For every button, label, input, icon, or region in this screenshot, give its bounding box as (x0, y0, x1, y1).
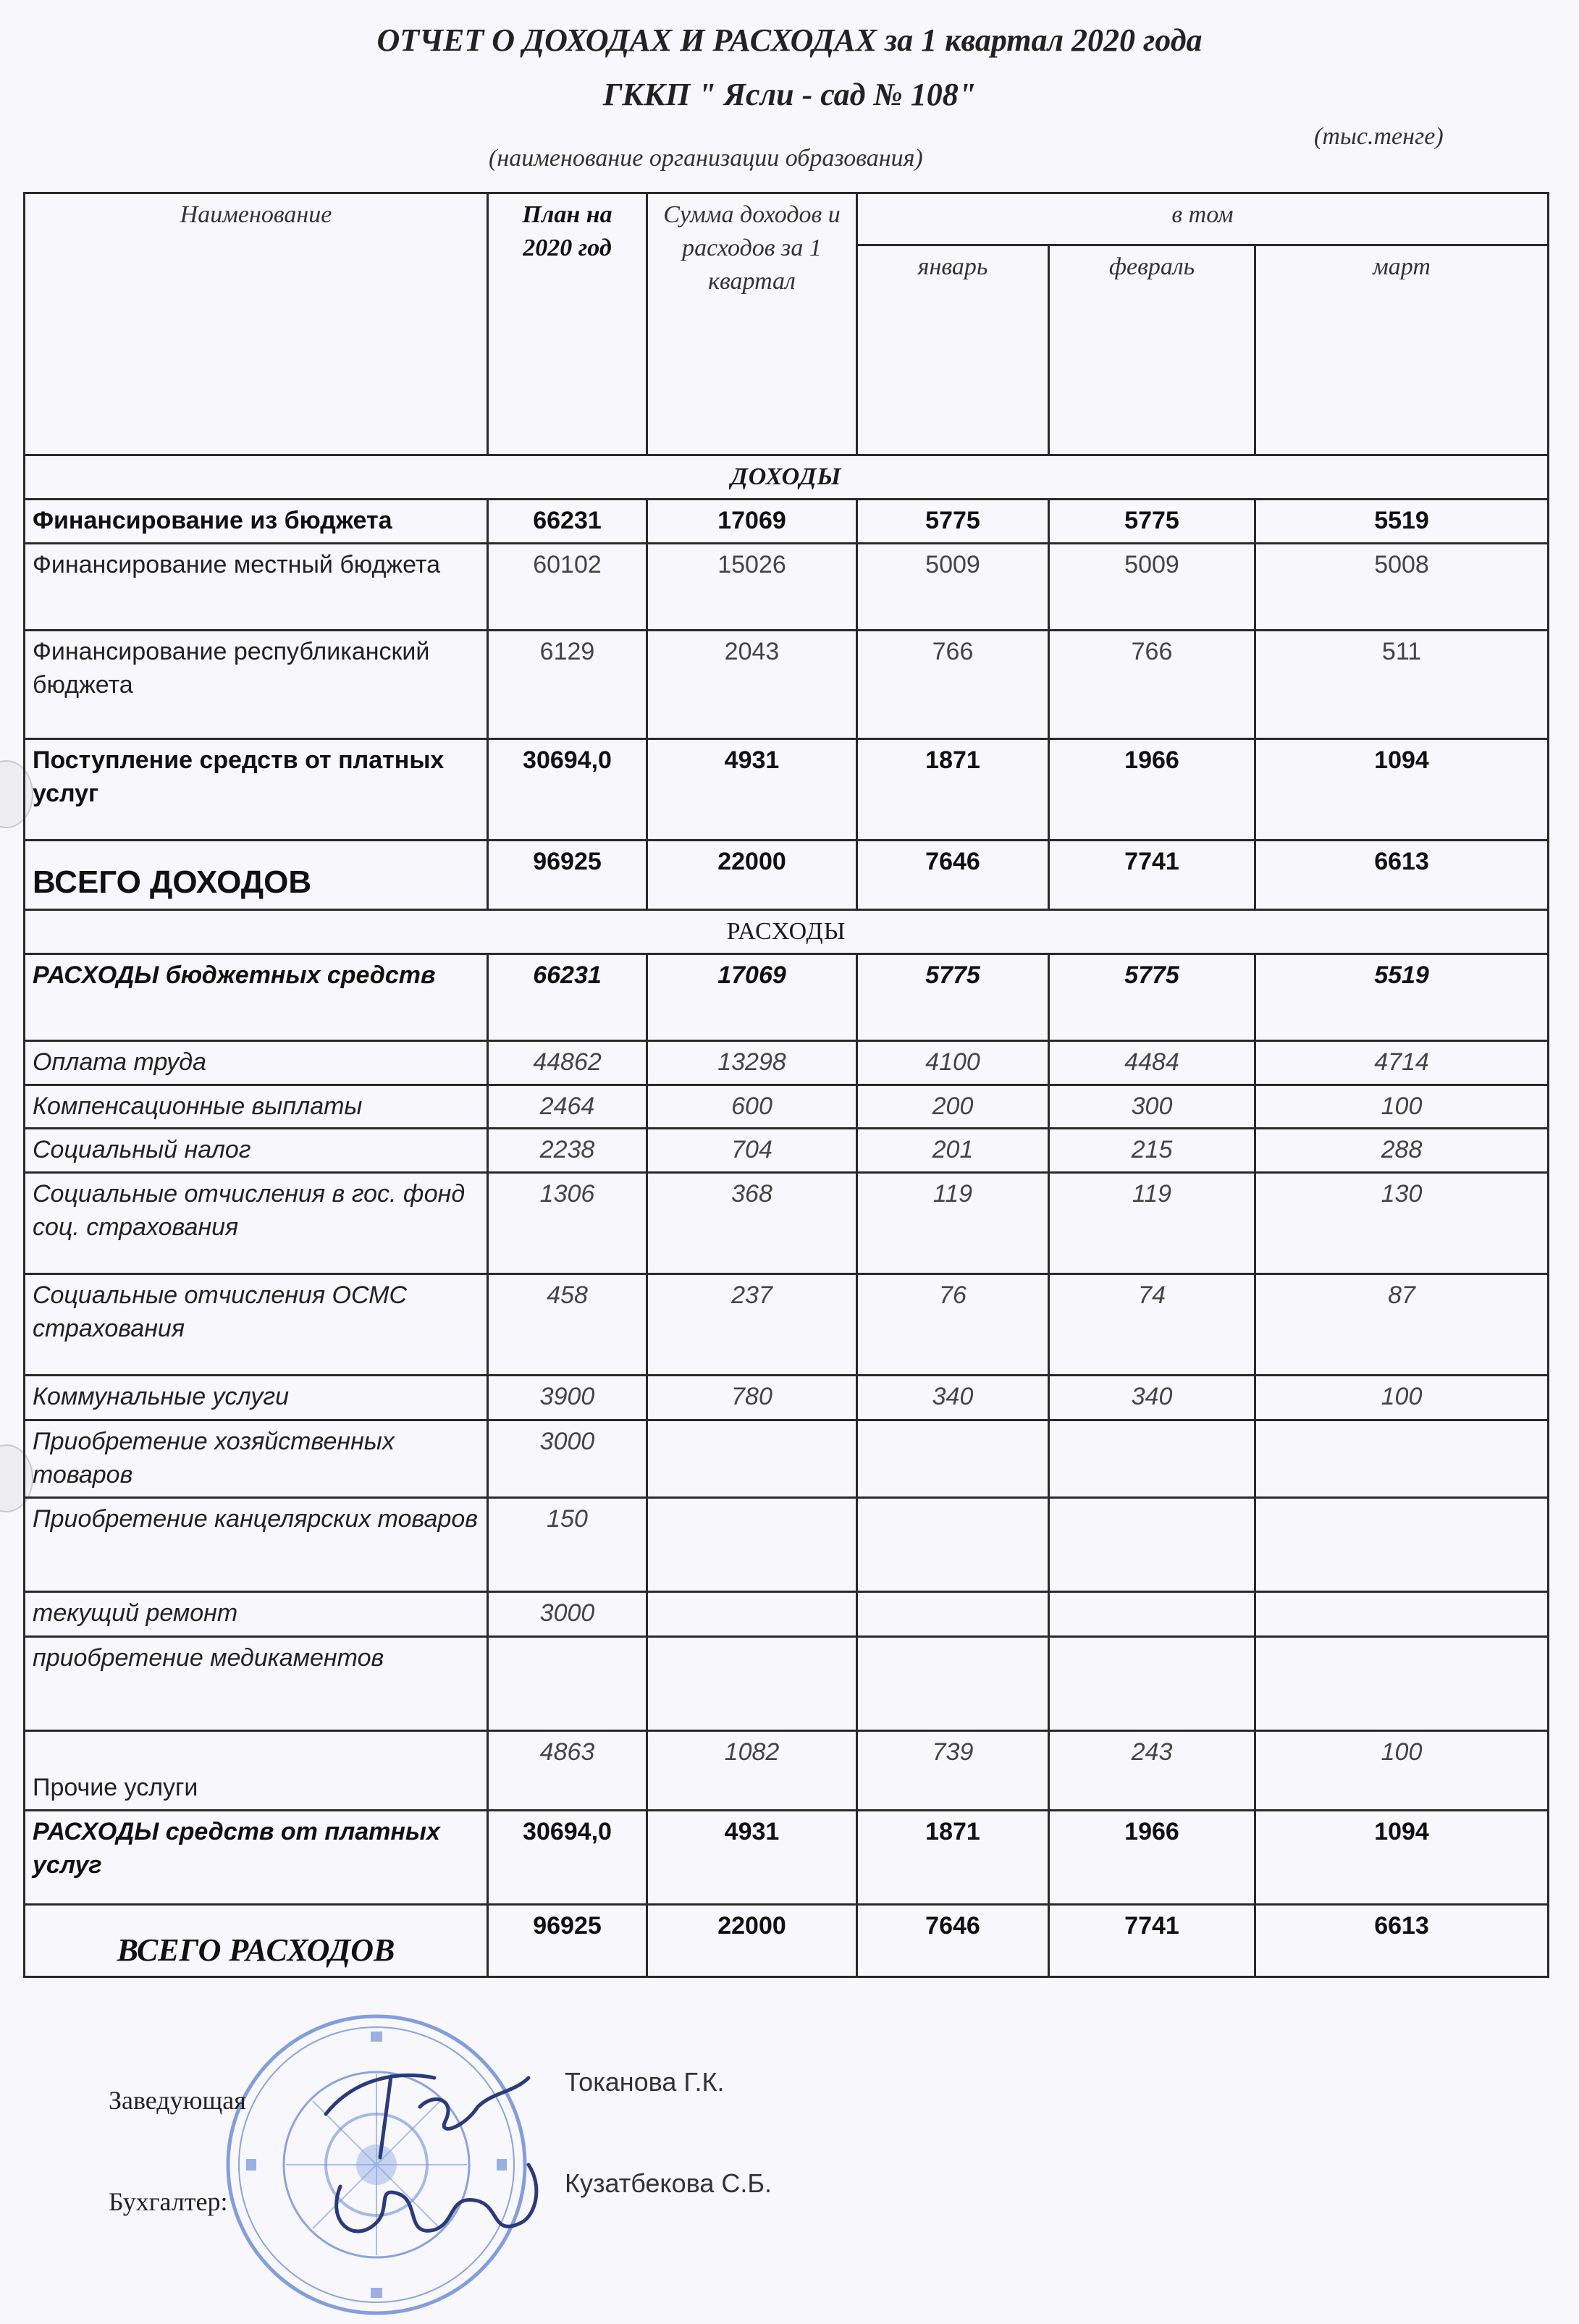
accountant-role: Бухгалтер: (109, 2187, 228, 2216)
cell-feb: 215 (1049, 1129, 1255, 1173)
cell-feb: 5009 (1049, 543, 1255, 630)
cell-mar: 5519 (1255, 953, 1549, 1040)
cell-mar: 5008 (1255, 543, 1549, 630)
report-table (23, 192, 1549, 1978)
table-row (25, 630, 1549, 738)
row-name: текущий ремонт (25, 1592, 488, 1637)
cell-feb: 7741 (1049, 1905, 1255, 1977)
cell-jan: 1871 (857, 738, 1049, 840)
row-name: Социальные отчисления ОСМС страхования (25, 1274, 488, 1376)
cell-plan: 3900 (488, 1376, 647, 1420)
cell-jan: 739 (857, 1731, 1049, 1811)
accountant-signature (311, 2143, 557, 2273)
table-row (25, 1420, 1549, 1498)
header-january: январь (857, 245, 1049, 455)
section-income: ДОХОДЫ (25, 455, 1549, 500)
row-name: Финансирование местный бюджета (25, 543, 488, 630)
head-name: Токанова Г.К. (565, 2067, 725, 2097)
cell-jan: 200 (857, 1085, 1049, 1129)
cell-mar (1255, 1498, 1549, 1592)
cell-feb: 1966 (1049, 1811, 1255, 1905)
cell-feb: 74 (1049, 1274, 1255, 1376)
cell-jan: 5009 (857, 543, 1049, 630)
cell-sum: 704 (647, 1129, 857, 1173)
cell-plan: 30694,0 (488, 738, 647, 840)
row-name: РАСХОДЫ средств от платных услуг (25, 1811, 488, 1905)
header-plan: План на 2020 год (488, 193, 647, 455)
table-row-total-income (25, 840, 1549, 909)
row-name: Финансирование республиканский бюджета (25, 630, 488, 738)
table-row (25, 1731, 1549, 1811)
table-row (25, 1637, 1549, 1731)
cell-plan: 66231 (488, 499, 647, 543)
table-row (25, 1592, 1549, 1637)
header-march: март (1255, 245, 1549, 455)
cell-sum: 17069 (647, 499, 857, 543)
table-row (25, 1376, 1549, 1420)
row-name: Социальный налог (25, 1129, 488, 1173)
row-name: Финансирование из бюджета (25, 499, 488, 543)
cell-mar (1255, 1420, 1549, 1498)
cell-mar: 87 (1255, 1274, 1549, 1376)
cell-plan: 2238 (488, 1129, 647, 1173)
table-row (25, 1498, 1549, 1592)
cell-plan: 2464 (488, 1085, 647, 1129)
report-title: ОТЧЕТ О ДОХОДАХ И РАСХОДАХ за 1 квартал 2020 года (376, 22, 1203, 58)
cell-jan: 7646 (857, 1905, 1049, 1977)
cell-feb: 766 (1049, 630, 1255, 738)
cell-plan: 44862 (488, 1040, 647, 1085)
cell-plan (488, 1637, 647, 1731)
row-name: Компенсационные выплаты (25, 1085, 488, 1129)
row-name: Приобретение хозяйственных товаров (25, 1420, 488, 1498)
row-name: Оплата труда (25, 1040, 488, 1085)
cell-plan: 60102 (488, 543, 647, 630)
header-name: Наименование (25, 193, 488, 455)
cell-jan: 4100 (857, 1040, 1049, 1085)
cell-mar: 6613 (1255, 1905, 1549, 1977)
cell-sum: 1082 (647, 1731, 857, 1811)
cell-jan: 1871 (857, 1811, 1049, 1905)
cell-jan: 76 (857, 1274, 1049, 1376)
cell-jan: 5775 (857, 953, 1049, 1040)
row-name: ВСЕГО ДОХОДОВ (25, 840, 488, 909)
cell-plan: 458 (488, 1274, 647, 1376)
cell-sum (647, 1637, 857, 1731)
cell-sum (647, 1592, 857, 1637)
cell-sum: 13298 (647, 1040, 857, 1085)
cell-jan (857, 1592, 1049, 1637)
cell-sum: 237 (647, 1274, 857, 1376)
table-row (25, 1085, 1549, 1129)
cell-mar: 100 (1255, 1085, 1549, 1129)
cell-sum: 22000 (647, 840, 857, 909)
row-name: Социальные отчисления в гос. фонд соц. страхования (25, 1173, 488, 1274)
cell-sum (647, 1420, 857, 1498)
cell-jan (857, 1637, 1049, 1731)
section-expense: РАСХОДЫ (25, 909, 1549, 953)
cell-mar: 100 (1255, 1376, 1549, 1420)
cell-feb: 4484 (1049, 1040, 1255, 1085)
cell-mar: 288 (1255, 1129, 1549, 1173)
cell-jan: 766 (857, 630, 1049, 738)
cell-feb: 5775 (1049, 953, 1255, 1040)
cell-sum: 2043 (647, 630, 857, 738)
cell-sum: 780 (647, 1376, 857, 1420)
organization-caption: (наименование организации образования) (489, 145, 923, 172)
cell-jan (857, 1498, 1049, 1592)
head-role: Заведующая (109, 2086, 246, 2115)
cell-feb: 1966 (1049, 738, 1255, 840)
row-name: ВСЕГО РАСХОДОВ (25, 1905, 488, 1977)
cell-sum: 4931 (647, 1811, 857, 1905)
cell-sum: 22000 (647, 1905, 857, 1977)
cell-plan: 1306 (488, 1173, 647, 1274)
cell-mar: 4714 (1255, 1040, 1549, 1085)
cell-jan: 7646 (857, 840, 1049, 909)
row-name: Прочие услуги (25, 1731, 488, 1811)
table-row (25, 543, 1549, 630)
cell-plan: 30694,0 (488, 1811, 647, 1905)
cell-mar: 100 (1255, 1731, 1549, 1811)
cell-jan: 119 (857, 1173, 1049, 1274)
cell-sum (647, 1498, 857, 1592)
cell-feb: 7741 (1049, 840, 1255, 909)
table-row (25, 1129, 1549, 1173)
cell-sum: 600 (647, 1085, 857, 1129)
cell-mar: 1094 (1255, 738, 1549, 840)
row-name: Приобретение канцелярских товаров (25, 1498, 488, 1592)
cell-mar: 130 (1255, 1173, 1549, 1274)
cell-mar: 5519 (1255, 499, 1549, 543)
row-name: Коммунальные услуги (25, 1376, 488, 1420)
cell-plan: 4863 (488, 1731, 647, 1811)
cell-feb: 300 (1049, 1085, 1255, 1129)
cell-sum: 368 (647, 1173, 857, 1274)
cell-feb (1049, 1592, 1255, 1637)
cell-mar: 1094 (1255, 1811, 1549, 1905)
organization-name: ГККП " Ясли - сад № 108" (602, 77, 977, 112)
row-name: приобретение медикаментов (25, 1637, 488, 1731)
cell-feb: 5775 (1049, 499, 1255, 543)
cell-feb: 119 (1049, 1173, 1255, 1274)
header-sum: Сумма доходов и расходов за 1 квартал (647, 193, 857, 455)
cell-plan: 96925 (488, 1905, 647, 1977)
accountant-name: Кузатбекова С.Б. (565, 2168, 772, 2198)
table-row (25, 953, 1549, 1040)
cell-feb (1049, 1420, 1255, 1498)
table-row (25, 1040, 1549, 1085)
cell-feb (1049, 1498, 1255, 1592)
cell-plan: 6129 (488, 630, 647, 738)
cell-jan: 201 (857, 1129, 1049, 1173)
cell-sum: 15026 (647, 543, 857, 630)
cell-plan: 150 (488, 1498, 647, 1592)
header-including: в том (857, 193, 1549, 245)
cell-mar: 511 (1255, 630, 1549, 738)
table-row (25, 1173, 1549, 1274)
cell-plan: 96925 (488, 840, 647, 909)
cell-jan (857, 1420, 1049, 1498)
cell-plan: 66231 (488, 953, 647, 1040)
table-row (25, 738, 1549, 840)
table-row-total-expense (25, 1905, 1549, 1977)
cell-jan: 340 (857, 1376, 1049, 1420)
table-row (25, 499, 1549, 543)
cell-jan: 5775 (857, 499, 1049, 543)
row-name: Поступление средств от платных услуг (25, 738, 488, 840)
header-february: февраль (1049, 245, 1255, 455)
row-name: РАСХОДЫ бюджетных средств (25, 953, 488, 1040)
cell-mar (1255, 1637, 1549, 1731)
cell-sum: 4931 (647, 738, 857, 840)
cell-feb (1049, 1637, 1255, 1731)
unit-caption: (тыс.тенге) (1314, 123, 1444, 150)
cell-feb: 243 (1049, 1731, 1255, 1811)
table-row (25, 1274, 1549, 1376)
cell-plan: 3000 (488, 1592, 647, 1637)
cell-feb: 340 (1049, 1376, 1255, 1420)
cell-mar: 6613 (1255, 840, 1549, 909)
table-row (25, 1811, 1549, 1905)
cell-plan: 3000 (488, 1420, 647, 1498)
cell-sum: 17069 (647, 953, 857, 1040)
cell-mar (1255, 1592, 1549, 1637)
